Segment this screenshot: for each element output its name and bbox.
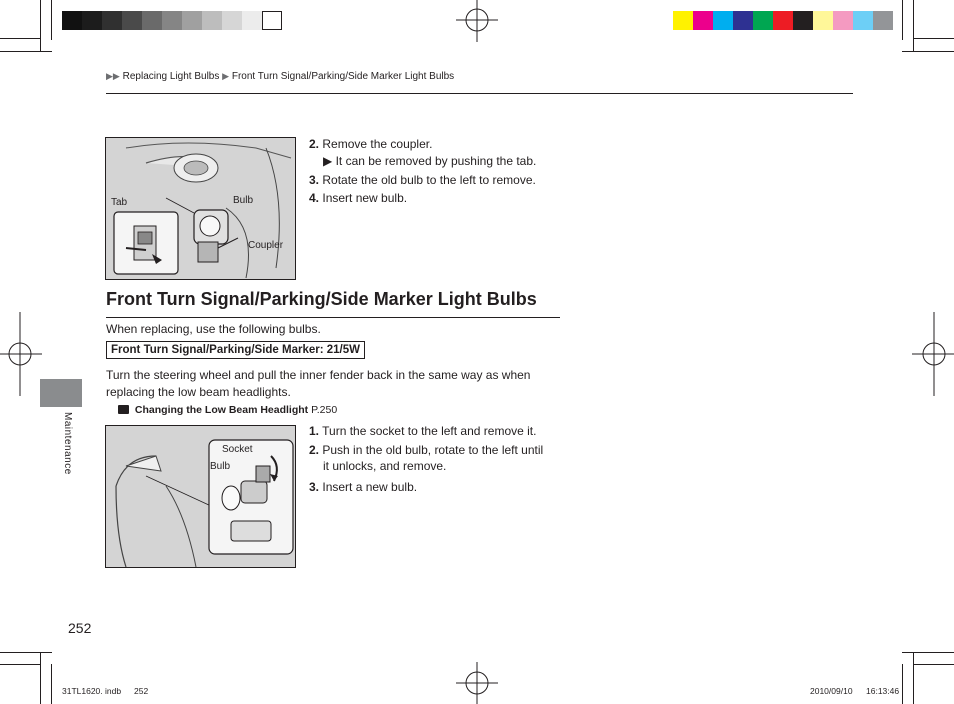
page-number: 252 [68, 620, 92, 636]
socket-removal-illustration [105, 425, 296, 568]
color-swatch [62, 11, 82, 30]
coupler-removal-illustration [105, 137, 296, 280]
socket-removal-drawing [106, 426, 295, 567]
step-text: it unlocks, and remove. [323, 459, 447, 473]
breadcrumb-current: Front Turn Signal/Parking/Side Marker Light Bulbs [231, 71, 455, 82]
color-swatch [753, 11, 773, 30]
socket-label: Socket [222, 444, 253, 455]
step-number: 2. [309, 443, 320, 457]
step-text: Rotate the old bulb to the left to remove. [322, 173, 536, 187]
color-swatch [813, 11, 833, 30]
color-swatch [673, 11, 693, 30]
registration-target-left [0, 312, 42, 396]
bulb-label: Bulb [210, 461, 231, 472]
step-note [323, 152, 536, 170]
step-number: 2. [309, 137, 320, 151]
step-text: Remove the coupler. [322, 137, 433, 151]
breadcrumb-separator: ▶ [222, 71, 230, 81]
step-text: Turn the socket to the left and remove it. [322, 424, 537, 438]
step-text: Insert new bulb. [322, 191, 408, 205]
color-swatch [793, 11, 813, 30]
step-text: Insert a new bulb. [322, 480, 418, 494]
step-item [309, 171, 536, 189]
reference-page[interactable]: P.250 [311, 404, 338, 416]
tab-label: Tab [111, 197, 128, 208]
step-number: 4. [309, 191, 320, 205]
breadcrumb-marker: ▶▶ [106, 71, 120, 81]
color-swatch [262, 11, 282, 30]
book-icon [118, 405, 129, 414]
section-tab [40, 379, 82, 407]
registration-target-right [912, 312, 954, 396]
reference-title[interactable]: Changing the Low Beam Headlight [134, 404, 309, 416]
color-swatch [833, 11, 853, 30]
color-swatch [222, 11, 242, 30]
cross-reference-link[interactable] [118, 404, 337, 416]
coupler-removal-drawing [106, 138, 295, 279]
color-swatch [713, 11, 733, 30]
header-rule [106, 93, 853, 94]
footer-page: 252 [134, 686, 149, 696]
color-swatch [242, 11, 262, 30]
footer-file: 31TL1620. indb [62, 686, 122, 696]
registration-target-top [456, 0, 498, 42]
step-item [309, 422, 536, 440]
intro-text: When replacing, use the following bulbs. [106, 322, 321, 336]
step-number: 3. [309, 173, 320, 187]
color-swatch [873, 11, 893, 30]
step-item [309, 189, 407, 207]
section-tab-label: Maintenance [62, 412, 73, 475]
instruction-line-2: replacing the low beam headlights. [106, 385, 291, 399]
color-swatch [162, 11, 182, 30]
breadcrumb-section[interactable]: Replacing Light Bulbs [122, 71, 220, 82]
step-text: Push in the old bulb, rotate to the left until [322, 443, 544, 457]
color-swatch [142, 11, 162, 30]
section-heading: Front Turn Signal/Parking/Side Marker Light Bulbs [106, 289, 537, 309]
color-swatch [693, 11, 713, 30]
step-text: ▶ It can be removed by pushing the tab. [323, 154, 537, 168]
step-item [309, 135, 432, 153]
heading-rule [106, 317, 560, 318]
color-swatch [202, 11, 222, 30]
color-swatch [182, 11, 202, 30]
color-swatch [773, 11, 793, 30]
breadcrumb [106, 71, 454, 82]
instruction-line-1: Turn the steering wheel and pull the inner fender back in the same way as when [106, 368, 531, 382]
footer-time: 16:13:46 [866, 686, 900, 696]
color-swatch [102, 11, 122, 30]
bulb-label: Bulb [233, 195, 254, 206]
step-item [309, 478, 417, 496]
step-number: 3. [309, 480, 320, 494]
color-swatch [82, 11, 102, 30]
color-swatch [853, 11, 873, 30]
step-number: 1. [309, 424, 320, 438]
bulb-spec-box: Front Turn Signal/Parking/Side Marker: 21/5W [106, 341, 365, 359]
footer-date: 2010/09/10 [810, 686, 853, 696]
coupler-label: Coupler [248, 240, 284, 251]
registration-target-bottom [456, 662, 498, 704]
step-continuation [323, 457, 446, 475]
color-swatch [122, 11, 142, 30]
color-swatch [733, 11, 753, 30]
